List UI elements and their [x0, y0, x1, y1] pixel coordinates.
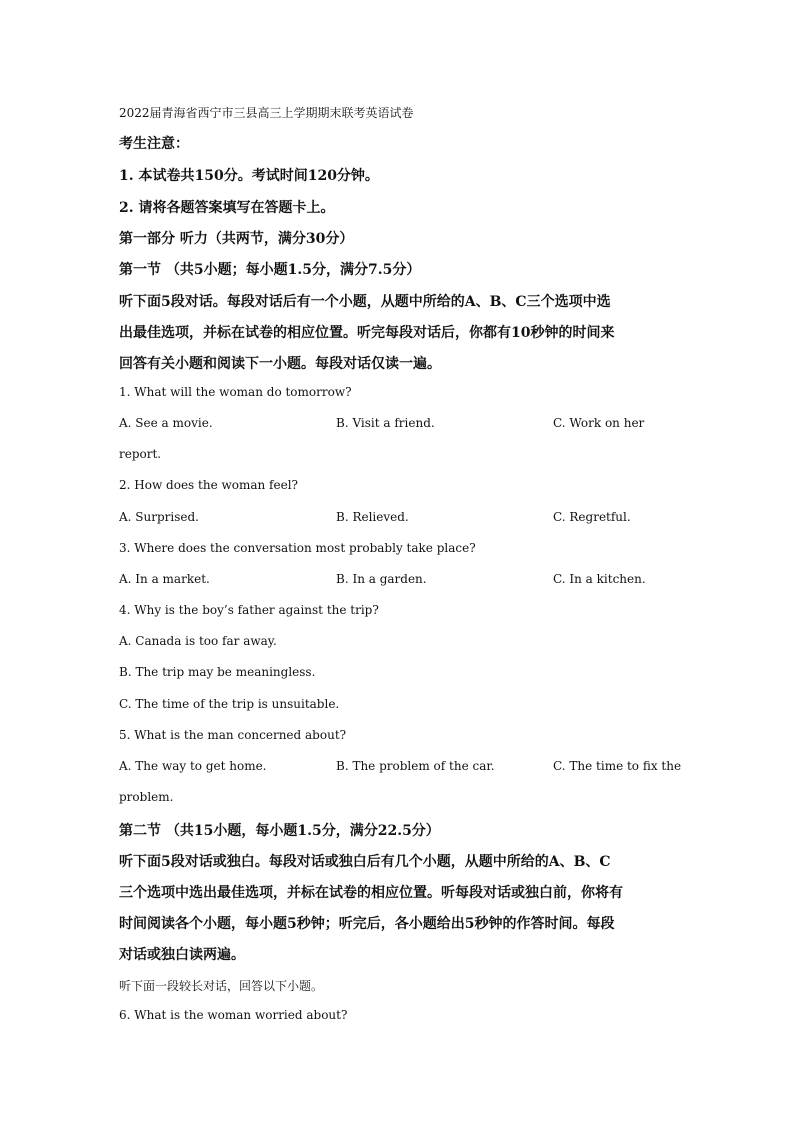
section1-instruction-line: 回答有关小题和阅读下一小题。每段对话仅读一遍。: [119, 356, 441, 372]
section1-instruction-line: 出最佳选项，并标在试卷的相应位置。听完每段对话后，你都有10秒钟的时间来: [119, 325, 615, 341]
notice-item-1: 1. 本试卷共150分。考试时间120分钟。: [119, 168, 379, 184]
question-stem: 6. What is the woman worried about?: [119, 1008, 348, 1022]
option-c: C. The time of the trip is unsuitable.: [119, 697, 340, 711]
part1-heading: 第一部分 听力（共两节，满分30分）: [119, 231, 354, 247]
option-b: B. In a garden.: [336, 572, 427, 586]
notice-heading: 考生注意：: [119, 136, 189, 152]
option-a: A. Surprised.: [119, 510, 199, 524]
section2-instruction-line: 对话或独白读两遍。: [119, 947, 245, 963]
section2-instruction-line: 时间阅读各个小题，每小题5秒钟；听完后，各小题给出5秒钟的作答时间。每段: [119, 916, 615, 932]
option-c: C. In a kitchen.: [553, 572, 646, 586]
option-b: B. The trip may be meaningless.: [119, 665, 316, 679]
option-a: A. The way to get home.: [119, 759, 267, 773]
section2-instruction-line: 三个选项中选出最佳选项，并标在试卷的相应位置。听每段对话或独白前，你将有: [119, 885, 623, 901]
question-stem: 1. What will the woman do tomorrow?: [119, 385, 352, 399]
option-c: C. Work on her: [553, 416, 645, 430]
option-b: B. Visit a friend.: [336, 416, 435, 430]
option-c: C. The time to fix the: [553, 759, 682, 773]
option-row: [0, 572, 794, 590]
option-a: A. See a movie.: [119, 416, 213, 430]
option-b: B. The problem of the car.: [336, 759, 495, 773]
exam-title: 2022届青海省西宁市三县高三上学期期末联考英语试卷: [119, 106, 414, 120]
question-stem: 3. Where does the conversation most probably take place?: [119, 541, 476, 555]
option-row: [0, 416, 794, 434]
option-row: [0, 510, 794, 528]
question-stem: 2. How does the woman feel?: [119, 478, 298, 492]
question-stem: 5. What is the man concerned about?: [119, 728, 347, 742]
section1-instruction-line: 听下面5段对话。每段对话后有一个小题，从题中所给的A、B、C三个选项中选: [119, 294, 611, 310]
section2-heading: 第二节 （共15小题，每小题1.5分，满分22.5分）: [119, 823, 440, 839]
option-c-continued: report.: [119, 447, 162, 461]
section2-instruction-line: 听下面5段对话或独白。每段对话或独白后有几个小题，从题中所给的A、B、C: [119, 854, 611, 870]
option-b: B. Relieved.: [336, 510, 409, 524]
option-c: C. Regretful.: [553, 510, 631, 524]
option-a: A. Canada is too far away.: [119, 634, 277, 648]
option-row: [0, 759, 794, 777]
notice-item-2: 2. 请将各题答案填写在答题卡上。: [119, 200, 335, 216]
option-c-continued: problem.: [119, 790, 174, 804]
section1-heading: 第一节 （共5小题；每小题1.5分，满分7.5分）: [119, 262, 421, 278]
question-stem: 4. Why is the boy’s father against the trip?: [119, 603, 379, 617]
dialogue-intro: 听下面一段较长对话，回答以下小题。: [119, 979, 324, 993]
option-a: A. In a market.: [119, 572, 210, 586]
